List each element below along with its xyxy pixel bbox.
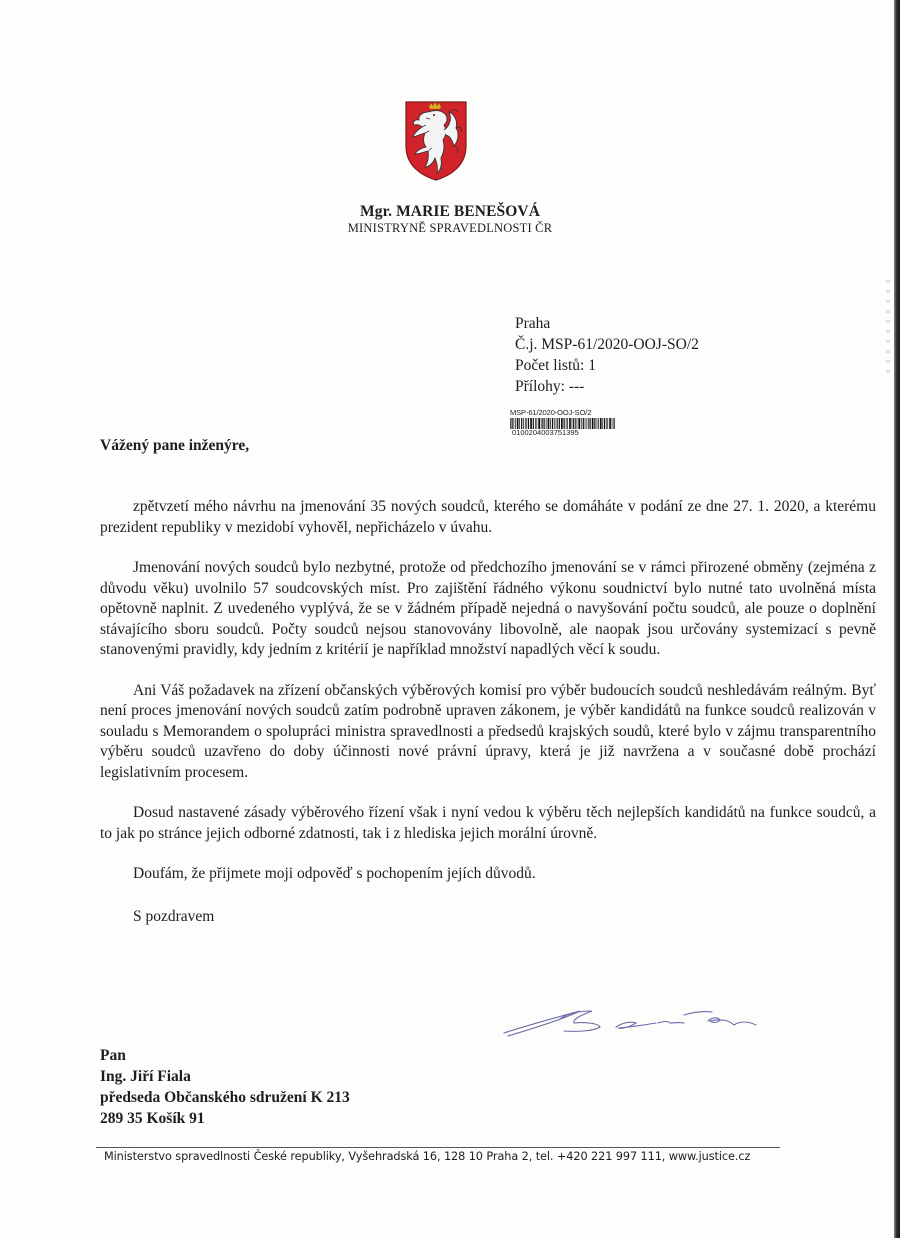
reference-place: Praha <box>515 315 551 332</box>
barcode-bar <box>592 418 594 429</box>
barcode-bar <box>583 418 584 429</box>
paragraph-withdrawal: zpětvzetí mého návrhu na jmenování 35 nových soudců, kterého se domáháte v podání ze dne 27. 1. 2020, a kterému prezident republiky v mezidobí vyhověl, nepřicházelo v úvahu. <box>100 498 876 536</box>
barcode-bar <box>606 418 607 429</box>
barcode-bar <box>598 418 599 429</box>
scan-artifact <box>886 280 890 380</box>
recipient-line: Pan <box>100 1047 126 1064</box>
recipient-organization: předseda Občanského sdružení K 213 <box>100 1089 350 1106</box>
recipient-postal-address: 289 35 Košík 91 <box>100 1110 205 1127</box>
barcode-bar <box>510 418 511 429</box>
salutation: Vážený pane inženýre, <box>100 437 250 454</box>
barcode <box>510 408 620 437</box>
paragraph-closing: Doufám, že přijmete moji odpověď s pochopením jejích důvodů. <box>133 865 536 882</box>
reference-case-number: Č.j. MSP-61/2020-OOJ-SO/2 <box>515 336 699 353</box>
scan-edge <box>894 0 900 1238</box>
letter-body <box>100 497 876 947</box>
barcode-bar <box>594 418 595 429</box>
barcode-bar <box>600 418 602 429</box>
barcode-bar <box>588 418 589 429</box>
barcode-bar <box>597 418 598 429</box>
barcode-bar <box>607 418 608 429</box>
barcode-bar <box>602 418 603 429</box>
paragraph-committees: Ani Váš požadavek na zřízení občanských výběrových komisí pro výběr budoucích soudců neshledávám reálným. Byť není proces jmenování nových soudců zatím podrobně upraven zákonem, je výběr kandidátů na funkce soudců realizován v souladu s Memorandem o spolupráci ministra spravedlnosti a předsedů krajských soudů, které bylo v zájmu transparentního výběru soudců uzavřeno do doby účinnosti nové právní úpravy, která je již navržena a v současné době prochází legislativním procesem. <box>100 681 876 781</box>
barcode-number: 0100204003751395 <box>512 428 579 437</box>
sender-name: Mgr. MARIE BENEŠOVÁ <box>359 203 541 220</box>
sender-heading <box>0 203 900 236</box>
reference-block <box>515 313 699 397</box>
barcode-label: MSP-61/2020-OOJ-SO/2 <box>510 408 592 417</box>
handwritten-signature-icon <box>498 1003 768 1043</box>
barcode-bar <box>587 418 588 429</box>
barcode-bar <box>612 418 613 429</box>
barcode-bar <box>614 418 615 429</box>
barcode-bar <box>590 418 591 429</box>
barcode-bar <box>585 418 586 429</box>
barcode-bar <box>604 418 605 429</box>
valediction: S pozdravem <box>133 907 215 925</box>
reference-page-count: Počet listů: 1 <box>515 357 596 374</box>
barcode-bar <box>581 418 582 429</box>
footer-contact: Ministerstvo spravedlnosti České republiky, Vyšehradská 16, 128 10 Praha 2, tel. +420 221 997 111, www.justice.cz <box>104 1150 751 1163</box>
paragraph-appointment: Jmenování nových soudců bylo nezbytné, protože od předchozího jmenování se v rámci přirozené obměny (zejména z důvodu věku) uvolnilo 57 soudcovských míst. Pro zajištění řádného výkonu soudnictví bylo nutné tato uvolněná místa opětovně naplnit. Z uvedeného vyplývá, že se v žádném případě nejedná o navyšování počtu soudců, ale pouze o doplnění stávajícího sboru soudců. Počty soudců nejsou stanovovány libovolně, ale naopak jsou určovány systemizací s pevně stanovenými pravidly, kdy jedním z kritérií je například množství napadlých věcí k soudu. <box>100 559 876 658</box>
footer-divider <box>96 1147 780 1148</box>
recipient-name: Ing. Jiří Fiala <box>100 1068 191 1085</box>
barcode-bar <box>609 418 611 429</box>
reference-attachments: Přílohy: --- <box>515 378 585 395</box>
paragraph-selection: Dosud nastavené zásady výběrového řízení však i nyní vedou k výběru těch nejlepších kandidátů na funkce soudců, a to jak po stránce jejich odborné zdatnosti, tak i z hlediska jejich morální úrovně. <box>100 804 876 842</box>
czech-coat-of-arms-icon <box>404 100 468 182</box>
sender-title: MINISTRYNĚ SPRAVEDLNOSTI ČR <box>347 221 553 235</box>
recipient-address <box>100 1045 350 1129</box>
